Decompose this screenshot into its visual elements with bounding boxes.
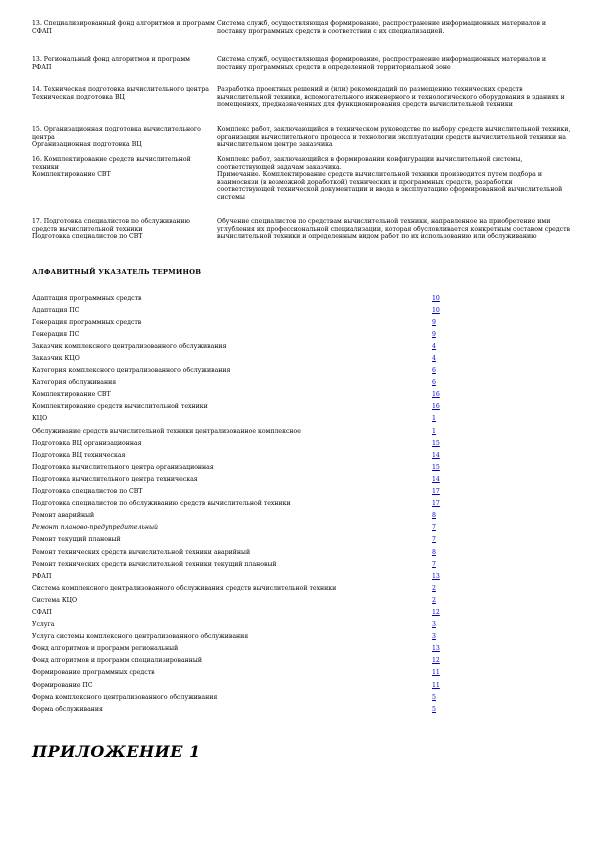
index-entry xyxy=(32,546,452,558)
index-term: Заказчик комплексного централизованного обслуживания xyxy=(32,342,227,350)
definitions-table xyxy=(32,20,572,256)
index-page-link[interactable]: 5 xyxy=(432,705,436,713)
definition-text: Разработка проектных решений и (или) рекомендаций по размещению технических средств вычислительной техники, вспомогательного инженерного и технологического оборудования в зданиях и помещениях, предназначенных для функционирования средств вычислительной техники xyxy=(217,86,565,108)
term-name: 17. Подготовка специалистов по обслуживанию средств вычислительной техники xyxy=(32,218,190,233)
index-term: РФАП xyxy=(32,572,52,580)
index-entry xyxy=(32,655,452,667)
index-page-link[interactable]: 1 xyxy=(432,415,436,423)
index-term: Подготовка вычислительного центра организационная xyxy=(32,463,214,471)
index-term: Адаптация программных средств xyxy=(32,294,142,302)
index-term: Услуга xyxy=(32,621,55,629)
index-term: Ремонт аварийный xyxy=(32,512,95,520)
index-page-link[interactable]: 8 xyxy=(432,512,436,520)
index-term: Фонд алгоритмов и программ специализированный xyxy=(32,657,202,665)
index-page-link[interactable]: 11 xyxy=(432,669,440,677)
index-page-link[interactable]: 17 xyxy=(432,488,440,496)
index-page-link[interactable]: 15 xyxy=(432,439,440,447)
index-page-link[interactable]: 6 xyxy=(432,367,436,375)
index-page-link[interactable]: 6 xyxy=(432,379,436,387)
index-entry xyxy=(32,486,452,498)
index-entry xyxy=(32,413,452,425)
index-page-link[interactable]: 7 xyxy=(432,536,436,544)
index-page-link[interactable]: 7 xyxy=(432,560,436,568)
index-term: Система комплексного централизованного обслуживания средств вычислительной техники xyxy=(32,584,337,592)
index-term: Формирование ПС xyxy=(32,681,93,689)
index-page-link[interactable]: 2 xyxy=(432,584,436,592)
index-entry xyxy=(32,522,452,534)
index-term: Ремонт технических средств вычислительной техники текущий плановый xyxy=(32,560,277,568)
term-name: 15. Организационная подготовка вычислительного центра xyxy=(32,126,201,141)
index-title: АЛФАВИТНЫЙ УКАЗАТЕЛЬ ТЕРМИНОВ xyxy=(32,268,202,276)
index-term: Подготовка вычислительного центра техническая xyxy=(32,475,198,483)
index-term: Услуга системы комплексного централизованного обслуживания xyxy=(32,633,249,641)
index-page-link[interactable]: 13 xyxy=(432,572,440,580)
index-term: Система КЦО xyxy=(32,596,78,604)
definition-row xyxy=(32,218,572,256)
definition-term xyxy=(32,20,217,35)
index-page-link[interactable]: 9 xyxy=(432,318,436,326)
index-page-link[interactable]: 8 xyxy=(432,548,436,556)
definition-row xyxy=(32,20,572,56)
index-entry xyxy=(32,352,452,364)
index-page-link[interactable]: 4 xyxy=(432,342,436,350)
index-page-link[interactable]: 3 xyxy=(432,633,436,641)
definition-text: Система служб, осуществляющая формирование, распространение информационных материалов и поставку программных средств в определенной территориальной зоне xyxy=(217,56,547,71)
term-abbreviation: Подготовка специалистов по СВТ xyxy=(32,233,143,240)
definition-row xyxy=(32,86,572,126)
index-term: Адаптация ПС xyxy=(32,306,80,314)
index-entry xyxy=(32,437,452,449)
index-entry xyxy=(32,401,452,413)
term-index xyxy=(32,292,452,715)
index-page-link[interactable]: 13 xyxy=(432,645,440,653)
index-page-link[interactable]: 17 xyxy=(432,500,440,508)
index-term: Категория комплексного централизованного обслуживания xyxy=(32,367,231,375)
index-term: Комплектирование СВТ xyxy=(32,391,111,399)
index-page-link[interactable]: 12 xyxy=(432,657,440,665)
definition-text: Комплекс работ, заключающийся в формировании конфигурации вычислительной системы, соответствующей задачам заказчика. Примечание. Комплектирование средств вычислительной техники производится путем подбора и взаимосвязи (в возможной доработкой) технических и программных средств, разработки соответствующей технической документации и ввода в эксплуатацию сформированной вычислительной системы xyxy=(217,156,563,201)
index-page-link[interactable]: 10 xyxy=(432,294,440,302)
index-term: Ремонт текущий плановый xyxy=(32,536,121,544)
index-term: Подготовка ВЦ организационная xyxy=(32,439,142,447)
index-entry xyxy=(32,365,452,377)
index-entry xyxy=(32,389,452,401)
term-name: 16. Комплектирование средств вычислительной техники xyxy=(32,156,191,171)
index-page-link[interactable]: 4 xyxy=(432,355,436,363)
term-abbreviation: Техническая подготовка ВЦ xyxy=(32,93,125,101)
index-entry xyxy=(32,449,452,461)
index-term: Категория обслуживания xyxy=(32,379,117,387)
term-abbreviation: Организационная подготовка ВЦ xyxy=(32,141,142,148)
term-abbreviation: Комплектирование СВТ xyxy=(32,171,111,178)
index-entry xyxy=(32,377,452,389)
term-name: 13. Специализированный фонд алгоритмов и программ xyxy=(32,20,215,27)
index-term: Обслуживание средств вычислительной техники централизованное комплексное xyxy=(32,427,301,435)
index-page-link[interactable]: 10 xyxy=(432,306,440,314)
index-page-link[interactable]: 16 xyxy=(432,391,440,399)
index-term: Фонд алгоритмов и программ региональный xyxy=(32,645,179,653)
index-entry xyxy=(32,619,452,631)
index-term: Генерация программных средств xyxy=(32,318,142,326)
index-entry xyxy=(32,292,452,304)
definition-row xyxy=(32,156,572,218)
index-entry xyxy=(32,510,452,522)
index-entry xyxy=(32,304,452,316)
index-term: Ремонт технических средств вычислительной техники аварийный xyxy=(32,548,251,556)
index-page-link[interactable]: 1 xyxy=(432,427,436,435)
index-entry xyxy=(32,498,452,510)
index-entry xyxy=(32,606,452,618)
index-entry xyxy=(32,340,452,352)
index-term: Форма обслуживания xyxy=(32,705,103,713)
index-page-link[interactable]: 7 xyxy=(432,524,436,532)
index-page-link[interactable]: 3 xyxy=(432,621,436,629)
index-entry xyxy=(32,425,452,437)
index-term: Ремонт планово-предупредительный xyxy=(32,524,158,532)
definition-term xyxy=(32,156,217,179)
definition-row xyxy=(32,126,572,156)
index-entry xyxy=(32,631,452,643)
term-abbreviation: СФАП xyxy=(32,27,52,35)
index-term: Генерация ПС xyxy=(32,330,80,338)
index-term: Подготовка ВЦ техническая xyxy=(32,451,126,459)
index-entry xyxy=(32,570,452,582)
index-page-link[interactable]: 9 xyxy=(432,330,436,338)
definition-term xyxy=(32,218,217,241)
index-entry xyxy=(32,582,452,594)
index-entry xyxy=(32,691,452,703)
index-page-link[interactable]: 2 xyxy=(432,596,436,604)
definition-text: Обучение специалистов по средствам вычислительной техники, направленное на приобретение ими углубления их профессиональной специализации, которая обусловливается конкретным составом средств вычислительной техники и определенным видом работ по их использованию или обслуживанию xyxy=(217,218,571,240)
index-entry xyxy=(32,643,452,655)
index-page-link[interactable]: 11 xyxy=(432,681,440,689)
definition-term xyxy=(32,56,217,71)
definition-text: Комплекс работ, заключающийся в техническом руководстве по выбору средств вычислительной техники, организации вычислительного процесса и технологии эксплуатации средств вычислительной техники на вычислительном центре заказчика xyxy=(217,126,571,148)
index-term: Комплектирование средств вычислительной техники xyxy=(32,403,208,411)
index-page-link[interactable]: 15 xyxy=(432,463,440,471)
index-entry xyxy=(32,461,452,473)
appendix-heading: ПРИЛОЖЕНИЕ 1 xyxy=(32,742,201,761)
index-term: СФАП xyxy=(32,608,52,616)
definition-text: Система служб, осуществляющая формирование, распространение информационных материалов и поставку программных средств в соответствии с их специализацией. xyxy=(217,20,547,35)
index-entry xyxy=(32,703,452,715)
index-entry xyxy=(32,679,452,691)
index-term: Формирование программных средств xyxy=(32,669,155,677)
index-term: КЦО xyxy=(32,415,48,423)
index-entry xyxy=(32,328,452,340)
index-entry xyxy=(32,316,452,328)
term-name: 13. Региональный фонд алгоритмов и программ xyxy=(32,56,190,63)
index-page-link[interactable]: 14 xyxy=(432,451,440,459)
index-entry xyxy=(32,667,452,679)
index-entry xyxy=(32,473,452,485)
index-entry xyxy=(32,534,452,546)
definition-term xyxy=(32,86,217,101)
index-term: Подготовка специалистов по СВТ xyxy=(32,488,143,496)
index-term: Подготовка специалистов по обслуживанию средств вычислительной техники xyxy=(32,500,291,508)
term-abbreviation: РФАП xyxy=(32,63,52,71)
definition-term xyxy=(32,126,217,149)
index-page-link[interactable]: 12 xyxy=(432,608,440,616)
term-name: 14. Техническая подготовка вычислительного центра xyxy=(32,86,209,93)
index-entry xyxy=(32,594,452,606)
index-term: Заказчик КЦО xyxy=(32,355,80,363)
index-page-link[interactable]: 14 xyxy=(432,475,440,483)
index-entry xyxy=(32,558,452,570)
index-term: Форма комплексного централизованного обслуживания xyxy=(32,693,218,701)
index-page-link[interactable]: 16 xyxy=(432,403,440,411)
index-page-link[interactable]: 5 xyxy=(432,693,436,701)
definition-row xyxy=(32,56,572,86)
